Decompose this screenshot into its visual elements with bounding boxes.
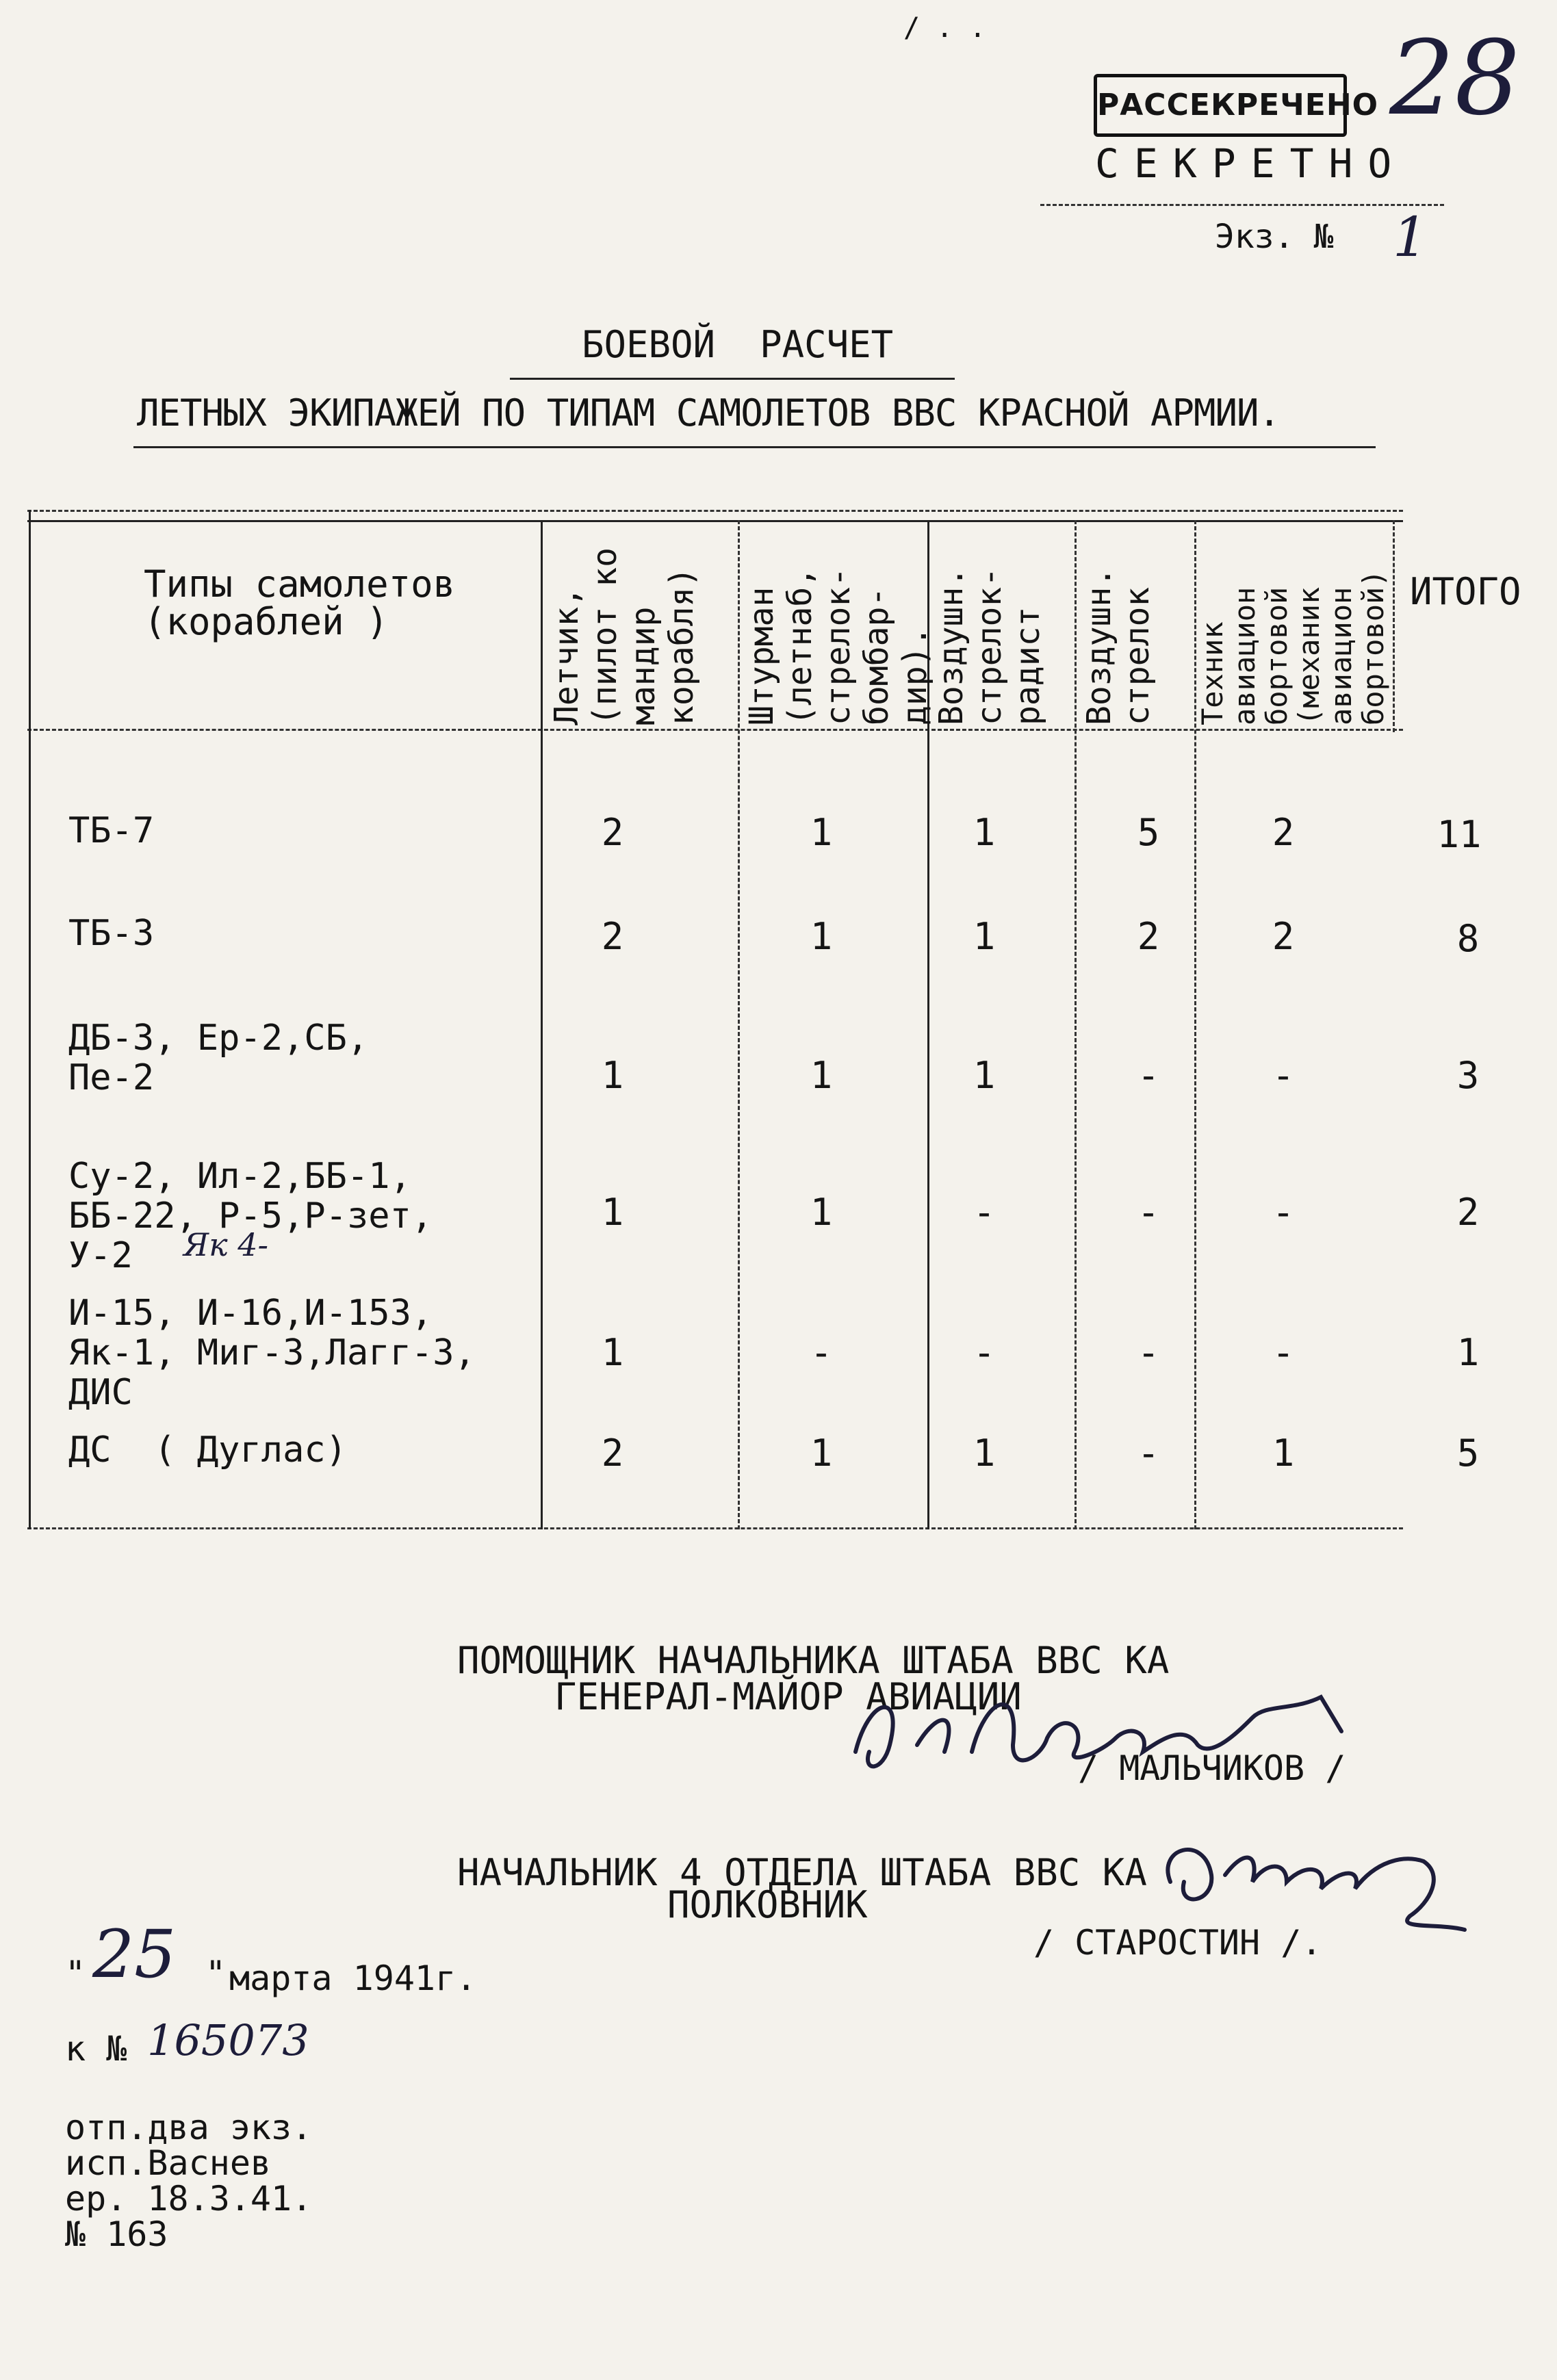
classification-underline [1040, 204, 1444, 206]
cell-r2-gunner: 2 [1137, 915, 1160, 958]
cell-r5-tech: - [1272, 1331, 1295, 1374]
signature2-title: НАЧАЛЬНИК 4 ОТДЕЛА ШТАБА ВВС КА [457, 1851, 1147, 1894]
cell-r6-pilot: 2 [601, 1432, 624, 1475]
cell-r3-pilot: 1 [601, 1054, 624, 1097]
type-col-header-2: (кораблей ) [144, 600, 389, 643]
footer-executor: исп.Васнев [65, 2143, 272, 2183]
row-type-tb3: ТБ-3 [68, 913, 155, 954]
cell-r5-radio: - [973, 1331, 996, 1374]
cell-r3-gunner: - [1137, 1054, 1160, 1097]
cell-r2-radio: 1 [973, 915, 996, 958]
signature2-rank: ПОЛКОВНИК [667, 1883, 868, 1926]
signature2-name: / СТАРОСТИН /. [1033, 1923, 1322, 1963]
cell-r1-navigator: 1 [810, 811, 833, 854]
cell-r1-tech: 2 [1272, 811, 1295, 854]
col-header-radio-gunner: Воздушн. стрелок- радист [932, 567, 1047, 725]
cell-r4-total: 2 [1456, 1191, 1480, 1234]
col-header-gunner: Воздушн. стрелок [1080, 567, 1157, 725]
cell-r4-tech: - [1272, 1191, 1295, 1234]
col-header-pilot: Летчик, (пилот ко мандир корабля) [548, 547, 701, 725]
footer-number: № 163 [65, 2214, 168, 2254]
archive-number: 28 [1389, 19, 1520, 138]
cell-r6-tech: 1 [1272, 1432, 1295, 1475]
row-annotation-yak4: Як 4- [183, 1226, 269, 1263]
signature1-rank: ГЕНЕРАЛ-МАЙОР АВИАЦИИ [554, 1675, 1022, 1718]
row-type-tb7: ТБ-7 [68, 810, 155, 851]
cell-r2-total: 8 [1456, 917, 1480, 960]
copy-number: 1 [1393, 205, 1428, 269]
signature1-name: / МАЛЬЧИКОВ / [1078, 1748, 1346, 1788]
cell-r5-total: 1 [1456, 1331, 1480, 1374]
total-col-header: ИТОГО [1410, 570, 1521, 613]
date-quote-open: " [65, 1954, 86, 1993]
archive-mark: / . . [903, 12, 986, 44]
table-header-bottom [27, 729, 1403, 731]
copy-label: Экз. № [1215, 218, 1334, 256]
cell-r3-navigator: 1 [810, 1054, 833, 1097]
footer-print-date: ер. 18.3.41. [65, 2179, 313, 2219]
cell-r3-total: 3 [1456, 1054, 1480, 1097]
signature1-title: ПОМОЩНИК НАЧАЛЬНИКА ШТАБА ВВС КА [457, 1639, 1170, 1682]
cell-r3-radio: 1 [973, 1054, 996, 1097]
col-header-technician: Техник авиацион бортовой (механик авиацион бортовой) [1196, 569, 1390, 725]
table-top-line [27, 520, 1403, 522]
cell-r5-pilot: 1 [601, 1331, 624, 1374]
table-left-border [29, 510, 31, 1529]
cell-r6-radio: 1 [973, 1432, 996, 1475]
declassified-stamp: РАССЕКРЕЧЕНО [1094, 74, 1347, 137]
col-divider-1 [541, 520, 543, 1529]
footer-copies: отп.два экз. [65, 2108, 313, 2147]
row-type-ds: ДС ( Дуглас) [68, 1430, 347, 1471]
row-type-su2: Су-2, Ил-2,ББ-1, ББ-22, Р-5,Р-зет, У-2 [68, 1156, 433, 1276]
cell-r1-pilot: 2 [601, 811, 624, 854]
table-bottom-line [27, 1527, 1403, 1529]
classification-label: СЕКРЕТНО [1095, 140, 1407, 187]
cell-r1-gunner: 5 [1137, 811, 1160, 854]
cell-r6-navigator: 1 [810, 1432, 833, 1475]
cell-r5-gunner: - [1137, 1331, 1160, 1374]
document-subtitle: ЛЕТНЫХ ЭКИПАЖЕЙ ПО ТИПАМ САМОЛЕТОВ ВВС КРАСНОЙ АРМИИ. [137, 391, 1281, 435]
cell-r4-gunner: - [1137, 1191, 1160, 1234]
cell-r4-pilot: 1 [601, 1191, 624, 1234]
cell-r1-radio: 1 [973, 811, 996, 854]
cell-r2-pilot: 2 [601, 915, 624, 958]
cell-r4-navigator: 1 [810, 1191, 833, 1234]
table-top-dashed [27, 510, 1403, 512]
row-type-i15: И-15, И-16,И-153, Як-1, Миг-3,Лагг-3, ДИС [68, 1293, 476, 1413]
col-divider-4 [1075, 520, 1077, 1529]
subtitle-underline [133, 446, 1376, 448]
type-col-header-1: Типы самолетов [144, 562, 456, 606]
ref-number: 165073 [147, 2015, 309, 2065]
cell-r2-tech: 2 [1272, 915, 1295, 958]
date-day: 25 [92, 1916, 177, 1993]
ref-label: к № [65, 2029, 127, 2069]
cell-r2-navigator: 1 [810, 915, 833, 958]
row-type-db3: ДБ-3, Ер-2,СБ, Пе-2 [68, 1018, 369, 1098]
cell-r6-gunner: - [1137, 1432, 1160, 1475]
date-rest: марта 1941г. [229, 1958, 477, 1998]
document-title: БОЕВОЙ РАСЧЕТ [582, 323, 894, 366]
cell-r4-radio: - [973, 1191, 996, 1234]
date-quote-close: " [205, 1954, 227, 1993]
cell-r5-navigator: - [810, 1331, 833, 1374]
col-divider-2 [738, 520, 740, 1529]
cell-r6-total: 5 [1456, 1432, 1480, 1475]
cell-r3-tech: - [1272, 1054, 1295, 1097]
col-header-navigator: Штурман (летнаб, стрелок- бомбар- дир). [743, 567, 934, 725]
cell-r1-total: 11 [1437, 813, 1482, 856]
col-divider-6 [1393, 520, 1395, 732]
title-underline [510, 378, 955, 380]
